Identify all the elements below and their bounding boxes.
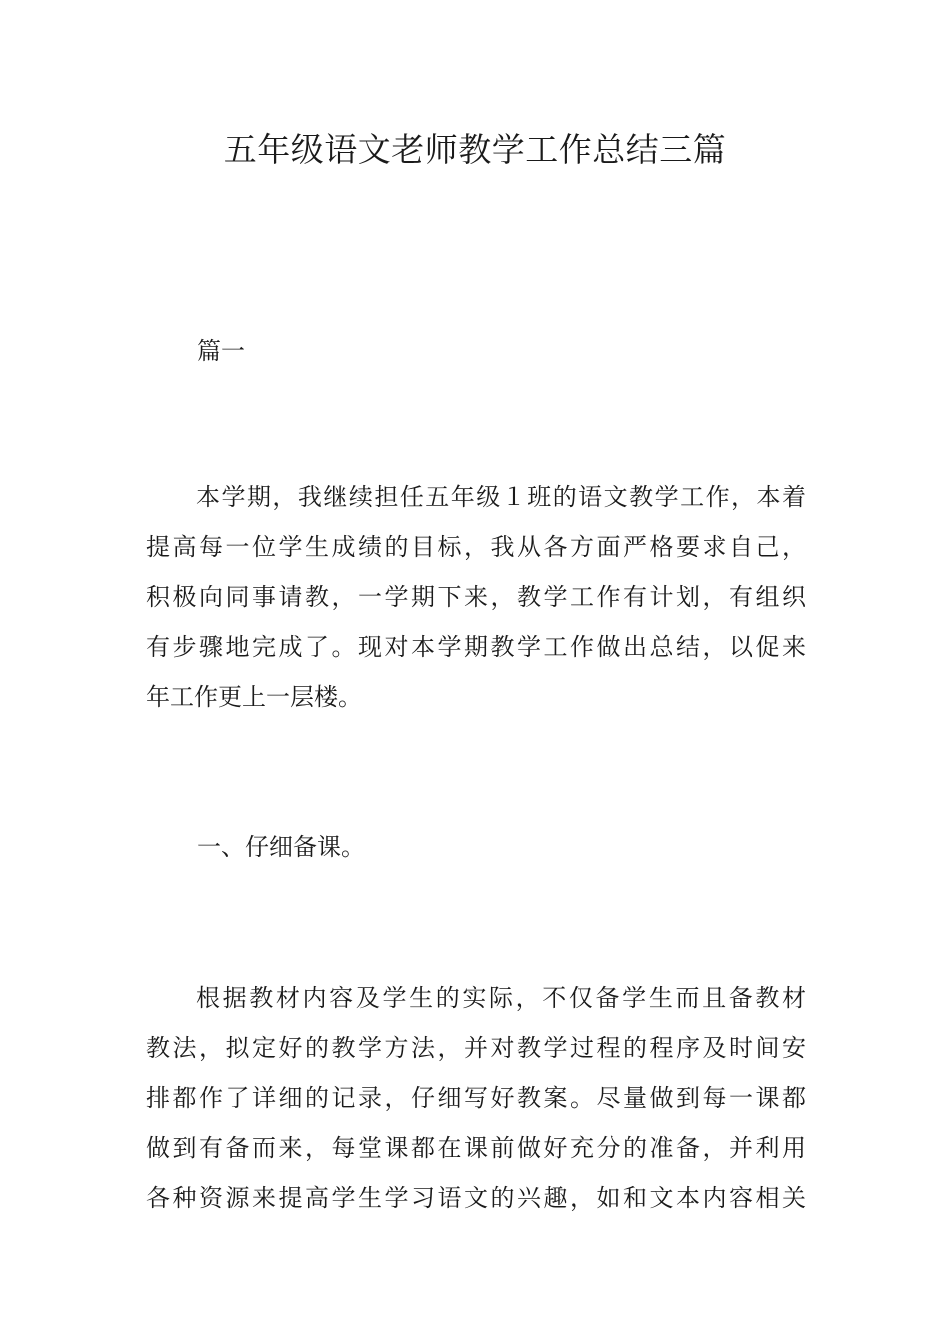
paragraph-line: 做到有备而来，每堂课都在课前做好充分的准备，并利用 bbox=[146, 1134, 806, 1162]
paragraph-line: 本学期，我继续担任五年级１班的语文教学工作，本着 bbox=[196, 483, 806, 511]
paragraph-line: 教法，拟定好的教学方法，并对教学过程的程序及时间安 bbox=[146, 1034, 806, 1062]
section-label: 篇一 bbox=[197, 337, 245, 365]
paragraph-line: 提高每一位学生成绩的目标，我从各方面严格要求自己， bbox=[146, 533, 806, 561]
paragraph-line: 积极向同事请教，一学期下来，教学工作有计划，有组织 bbox=[146, 583, 806, 611]
paragraph-line: 根据教材内容及学生的实际，不仅备学生而且备教材 bbox=[196, 984, 806, 1012]
paragraph-line: 排都作了详细的记录，仔细写好教案。尽量做到每一课都 bbox=[146, 1084, 806, 1112]
body-paragraph bbox=[146, 973, 806, 1223]
paragraph-line: 有步骤地完成了。现对本学期教学工作做出总结，以促来 bbox=[146, 633, 806, 661]
intro-paragraph bbox=[146, 472, 806, 722]
section-heading: 一、仔细备课。 bbox=[197, 833, 365, 861]
document-title: 五年级语文老师教学工作总结三篇 bbox=[223, 130, 727, 169]
paragraph-line: 年工作更上一层楼。 bbox=[146, 683, 362, 711]
paragraph-line: 各种资源来提高学生学习语文的兴趣，如和文本内容相关 bbox=[146, 1184, 806, 1212]
